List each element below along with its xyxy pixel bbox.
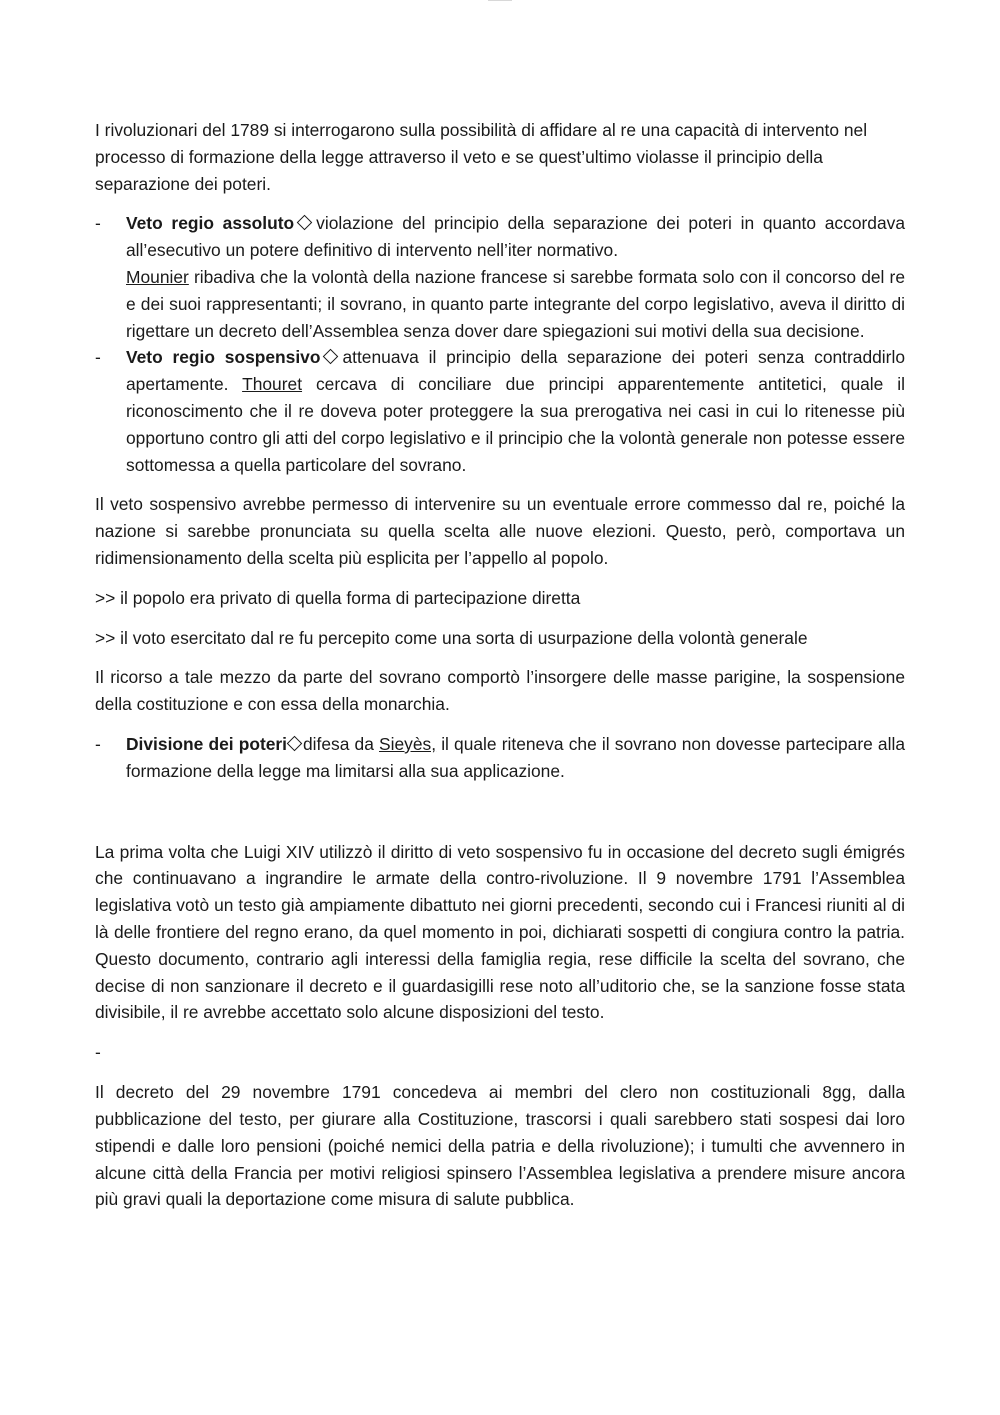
paragraph-ricorso: Il ricorso a tale mezzo da parte del sovrano comportò l’insorgere delle masse parigine, la sospensione della costituzione e con essa della monarchia. [95, 667, 905, 715]
author-name: Mounier [126, 266, 189, 287]
author-name: Sieyès, [379, 733, 437, 754]
bullet-dash: - [95, 733, 101, 754]
author-name: Thouret [242, 374, 303, 395]
note-voto: >> il voto esercitato dal re fu percepito come una sorta di usurpazione della volontà generale [95, 627, 808, 648]
document-page [95, 117, 905, 1226]
bullet-divisione-poteri [95, 731, 905, 785]
bullet-title: Divisione dei poteri [126, 733, 288, 754]
note-popolo: >> il popolo era privato di quella forma di partecipazione diretta [95, 587, 581, 608]
bullet-text: violazione del principio della separazione dei poteri in quanto accordava all’esecutivo un potere definitivo di intervento nell’iter normativo. [126, 213, 905, 261]
paragraph-intro: I rivoluzionari del 1789 si interrogarono sulla possibilità di affidare al re una capacità di intervento nel processo di formazione della legge attraverso il veto e se quest’ultimo violasse il principio della separazione dei poteri. [95, 120, 868, 194]
diamond-arrow-icon [297, 215, 313, 231]
diamond-arrow-icon [287, 736, 303, 752]
bullet-dash: - [95, 347, 101, 368]
bullet-text: difesa da [303, 733, 380, 754]
bullet-text-after: il quale riteneva che il sovrano non dovesse partecipare alla formazione della legge ma limitarsi alla sua applicazione. [126, 733, 905, 781]
bullet-dash: - [95, 213, 101, 234]
lone-dash: - [95, 1042, 101, 1063]
bullet-veto-sospensivo [95, 344, 905, 478]
paragraph-decreto: Il decreto del 29 novembre 1791 concedeva ai membri del clero non costituzionali 8gg, dalla pubblicazione del testo, per giurare alla Costituzione, trascorsi i quali sarebbero stati sospesi dai loro stipendi e dalle loro pensioni (poiché nemici della patria e della rivoluzione); i tumulti che avvennero in alcune città della Francia per motivi religiosi spinsero l’Assemblea legislativa a prendere misure ancora più gravi quali la deportazione come misura di salute pubblica. [95, 1082, 905, 1210]
paragraph-luigi: La prima volta che Luigi XIV utilizzò il diritto di veto sospensivo fu in occasione del decreto sugli émigrés che continuavano a ingrandire le armate della contro-rivoluzione. Il 9 novembre 1791 l’Assemblea legislativa votò un testo già ampiamente dibattuto nei giorni precedenti, secondo cui i Francesi riuniti al di là delle frontiere del regno erano, da quel momento in poi, dichiarati sospetti di congiura contro la patria. Questo documento, contrario agli interessi della famiglia regia, rese difficile la scelta del sovrano, che decise di non sanzionare il decreto e il guardasigilli rese noto all’uditorio che, se la sanzione fosse stata divisibile, il re avrebbe accettato solo alcune disposizioni del testo. [95, 841, 905, 1023]
bullet-text-after: cercava di conciliare due principi apparentemente antitetici, quale il riconoscimento che il re doveva poter proteggere la sua prerogativa nei casi in cui lo ritenesse più opportuno contro gli atti del corpo legislativo e il principio che la volontà generale non potesse essere sottomessa a quella particolare del sovrano. [126, 374, 905, 475]
page-header-mark [488, 0, 512, 3]
bullet-veto-assoluto [95, 210, 905, 344]
paragraph-veto-sospensivo: Il veto sospensivo avrebbe permesso di intervenire su un eventuale errore commesso dal re, poiché la nazione si sarebbe pronunciata su quella scelta alle nuove elezioni. Questo, però, comportava un ridimensionamento della scelta più esplicita per l’appello al popolo. [95, 494, 905, 568]
blank-gap [95, 798, 905, 839]
bullet-title: Veto regio assoluto [126, 213, 295, 234]
author-text: ribadiva che la volontà della nazione francese si sarebbe formata solo con il concorso del re e dei suoi rappresentanti; il sovrano, in quanto parte integrante del corpo legislativo, aveva il diritto di rigettare un decreto dell’Assemblea senza dover dare spiegazioni sui motivi della sua decisione. [126, 266, 905, 341]
bullet-title: Veto regio sospensivo [126, 347, 321, 368]
bullet-text: attenuava il principio della separazione dei poteri senza contraddirlo apertamente. [126, 347, 905, 395]
diamond-arrow-icon [323, 349, 339, 365]
